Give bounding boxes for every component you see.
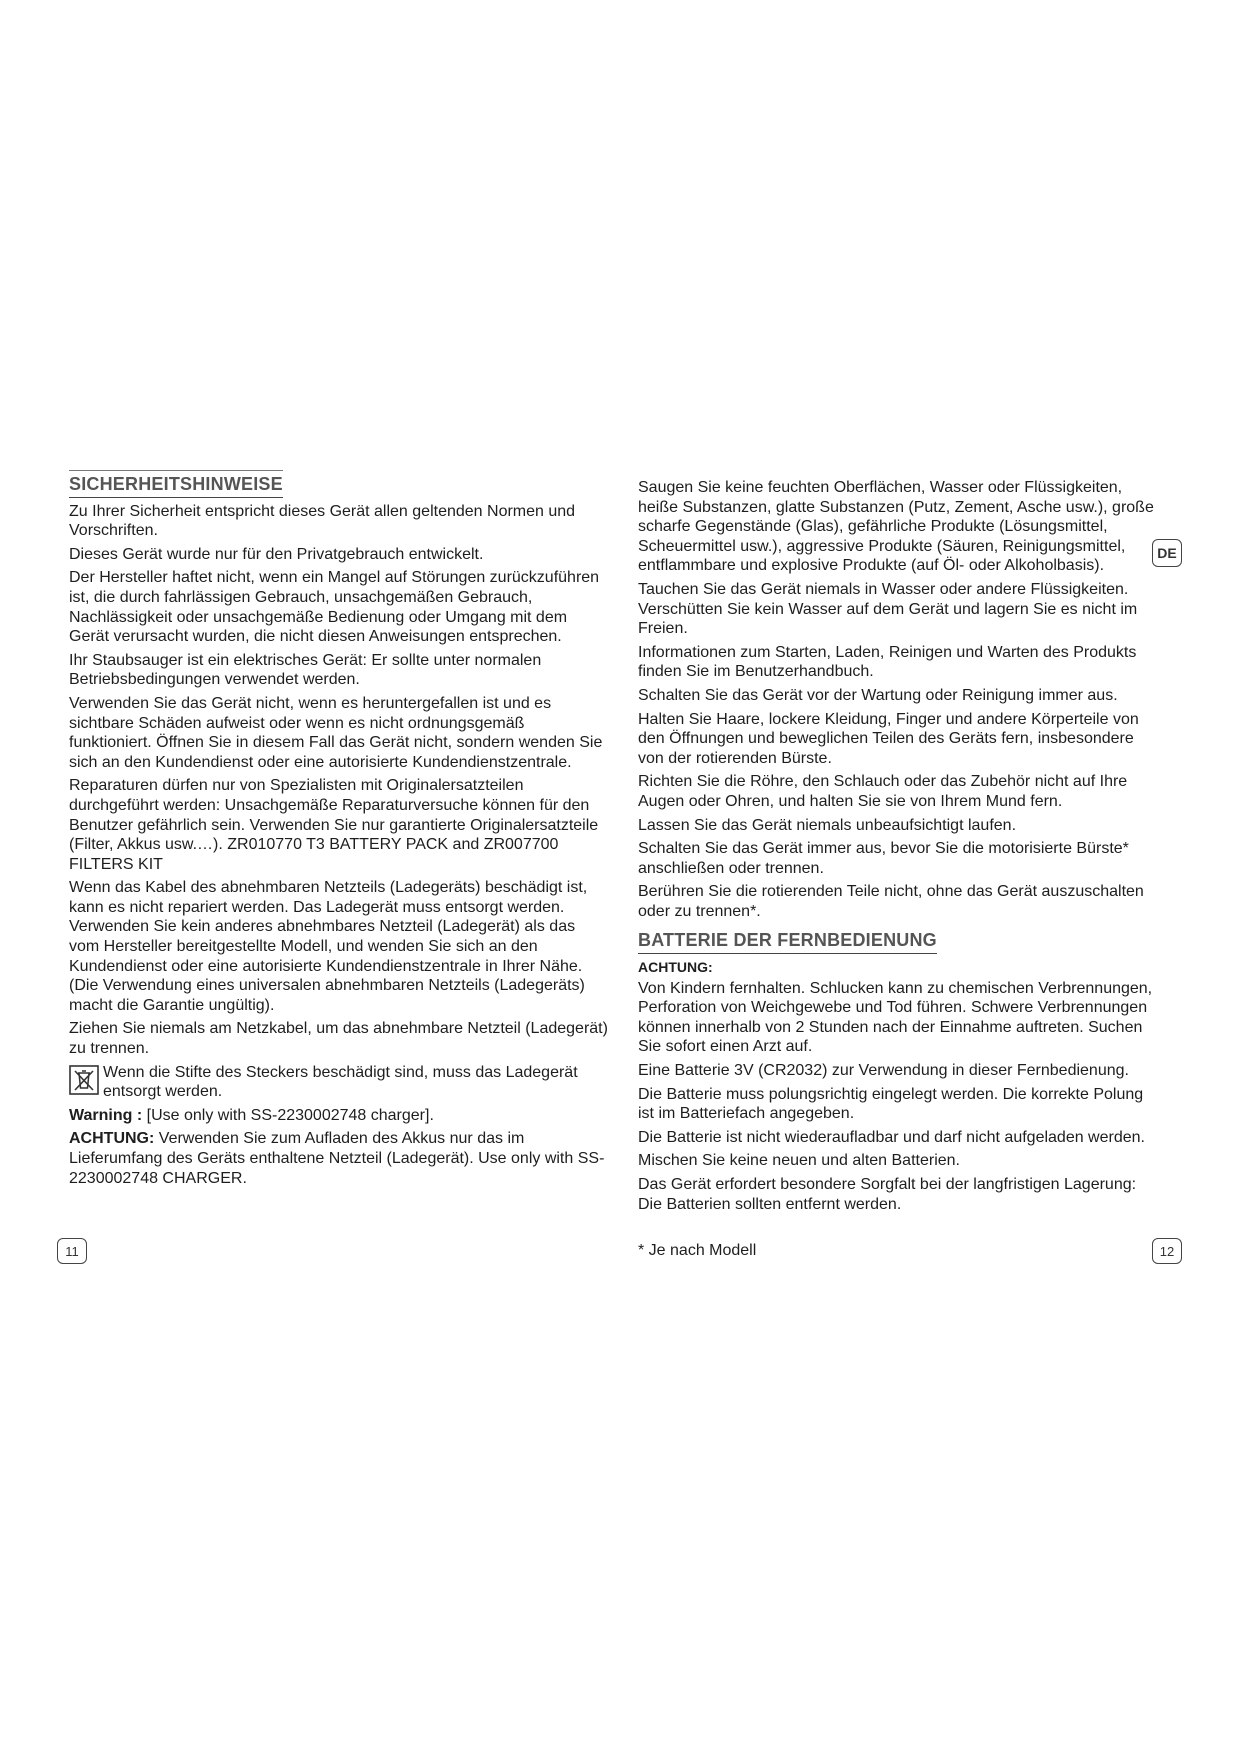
safety-paragraph: Reparaturen dürfen nur von Spezialisten mit Originalersatzteilen durchgeführt werden: Unsachgemäße Reparaturversuche können für den Benutzer gefährlich sein. Verwenden Sie nur garantierte Originalersatzteile (Filter, Akkus usw.…). ZR010770 T3 BATTERY PACK and ZR007700 FILTERS KIT [69, 777, 599, 873]
safety-paragraph: Richten Sie die Röhre, den Schlauch oder das Zubehör nicht auf Ihre Augen oder Ohren, und halten Sie sie von Ihrem Mund fern. [638, 773, 1128, 810]
battery-paragraph: Die Batterie ist nicht wiederaufladbar und darf nicht aufgeladen werden. [638, 1128, 1145, 1146]
safety-paragraph: Tauchen Sie das Gerät niemals in Wasser oder andere Flüssigkeiten. Verschütten Sie kein Wasser auf dem Gerät und lagern Sie es nicht im Freien. [638, 580, 1138, 638]
left-column [69, 470, 609, 1192]
safety-paragraph: Schalten Sie das Gerät vor der Wartung oder Reinigung immer aus. [638, 686, 1118, 704]
language-badge: DE [1152, 539, 1182, 567]
safety-section-title: SICHERHEITSHINWEISE [69, 470, 283, 498]
page-number-left: 11 [57, 1238, 87, 1264]
achtung-line [69, 1129, 609, 1188]
safety-paragraph: Lassen Sie das Gerät niemals unbeaufsichtigt laufen. [638, 816, 1017, 834]
safety-paragraph: Der Hersteller haftet nicht, wenn ein Mangel auf Störungen zurückzuführen ist, die durch fahrlässigen Gebrauch, unsachgemäßen Gebrauch, Nachlässigkeit oder unsachgemäße Bedienung oder Umgang mit dem Gerät verursacht wurden, die nicht diesen Anweisungen entsprechen. [69, 569, 600, 646]
warning-label: Warning : [69, 1106, 143, 1124]
page-number-right: 12 [1152, 1238, 1182, 1264]
battery-paragraph: Das Gerät erfordert besondere Sorgfalt bei der langfristigen Lagerung: Die Batterien sollten entfernt werden. [638, 1176, 1137, 1213]
safety-paragraph: Schalten Sie das Gerät immer aus, bevor Sie die motorisierte Bürste* anschließen oder trennen. [638, 840, 1129, 877]
safety-paragraph: Berühren Sie die rotierenden Teile nicht, ohne das Gerät auszuschalten oder zu trennen*. [638, 883, 1144, 920]
warning-text: [Use only with SS-2230002748 charger]. [142, 1106, 434, 1124]
footnote: * Je nach Modell [638, 1242, 757, 1259]
crossed-bin-icon [69, 1065, 99, 1095]
achtung-label: ACHTUNG: [69, 1130, 155, 1148]
warning-line [69, 1106, 609, 1126]
battery-section-title: BATTERIE DER FERNBEDIENUNG [638, 927, 937, 954]
safety-paragraph: Saugen Sie keine feuchten Oberflächen, Wasser oder Flüssigkeiten, heiße Substanzen, glatte Substanzen (Putz, Zement, Asche usw.), große scharfe Gegenstände (Glas), gefährliche Produkte (Lösungsmittel, Scheuermittel usw.), aggressive Produkte (Säuren, Reinigungsmittel, entflammbare und explosive Produkte (auf Öl- oder Alkoholbasis). [638, 479, 1154, 575]
battery-paragraph: Von Kindern fernhalten. Schlucken kann zu chemischen Verbrennungen, Perforation von Weichgewebe und Tod führen. Schwere Verbrennungen können innerhalb von 2 Stunden nach der Einnahme auftreten. Suchen Sie sofort einen Arzt auf. [638, 979, 1153, 1056]
safety-paragraph: Verwenden Sie das Gerät nicht, wenn es heruntergefallen ist und es sichtbare Schäden aufweist oder wenn es nicht ordnungsgemäß funktioniert. Öffnen Sie in diesem Fall das Gerät nicht, sondern wenden Sie sich an den Kundendienst oder eine autorisierte Kundendienstzentrale. [69, 694, 603, 771]
battery-paragraph: Mischen Sie keine neuen und alten Batterien. [638, 1152, 960, 1170]
safety-paragraph: Wenn das Kabel des abnehmbaren Netzteils (Ladegeräts) beschädigt ist, kann es nicht repariert werden. Das Ladegerät muss entsorgt werden. Verwenden Sie kein anderes abnehmbares Netzteil (Ladegerät) als das vom Hersteller bereitgestellte Modell, und wenden Sie sich an den Kundendienst oder eine autorisierte Kundendienstzentrale in Ihrer Nähe. (Die Verwendung eines universalen abnehmbaren Netzteils (Ladegeräts) macht die Garantie ungültig). [69, 879, 588, 1014]
achtung-text: Verwenden Sie zum Aufladen des Akkus nur das im Lieferumfang des Geräts enthaltene Netzteil (Ladegerät). Use only with SS-2230002748 CHARGER. [69, 1130, 605, 1187]
battery-subhead: ACHTUNG: [638, 959, 713, 976]
safety-paragraph: Halten Sie Haare, lockere Kleidung, Finger und andere Körperteile von den Öffnungen und beweglichen Teilen des Geräts fern, insbesondere von der rotierenden Bürste. [638, 710, 1139, 767]
battery-paragraph: Die Batterie muss polungsrichtig eingelegt werden. Die korrekte Polung ist im Batteriefach angegeben. [638, 1085, 1144, 1123]
safety-paragraph: Dieses Gerät wurde nur für den Privatgebrauch entwickelt. [69, 545, 484, 563]
safety-paragraph: Zu Ihrer Sicherheit entspricht dieses Gerät allen geltenden Normen und Vorschriften. [69, 502, 576, 540]
safety-paragraph: Ziehen Sie niemals am Netzkabel, um das abnehmbare Netzteil (Ladegerät) zu trennen. [69, 1020, 608, 1058]
disposal-text: Wenn die Stifte des Steckers beschädigt sind, muss das Ladegerät entsorgt werden. [103, 1063, 578, 1101]
safety-paragraph: Ihr Staubsauger ist ein elektrisches Gerät: Er sollte unter normalen Betriebsbedingungen verwendet werden. [69, 651, 542, 689]
right-column [638, 478, 1158, 1218]
battery-paragraph: Eine Batterie 3V (CR2032) zur Verwendung in dieser Fernbedienung. [638, 1062, 1129, 1080]
disposal-notice [69, 1063, 609, 1102]
safety-paragraph: Informationen zum Starten, Laden, Reinigen und Warten des Produkts finden Sie im Benutzerhandbuch. [638, 643, 1137, 681]
